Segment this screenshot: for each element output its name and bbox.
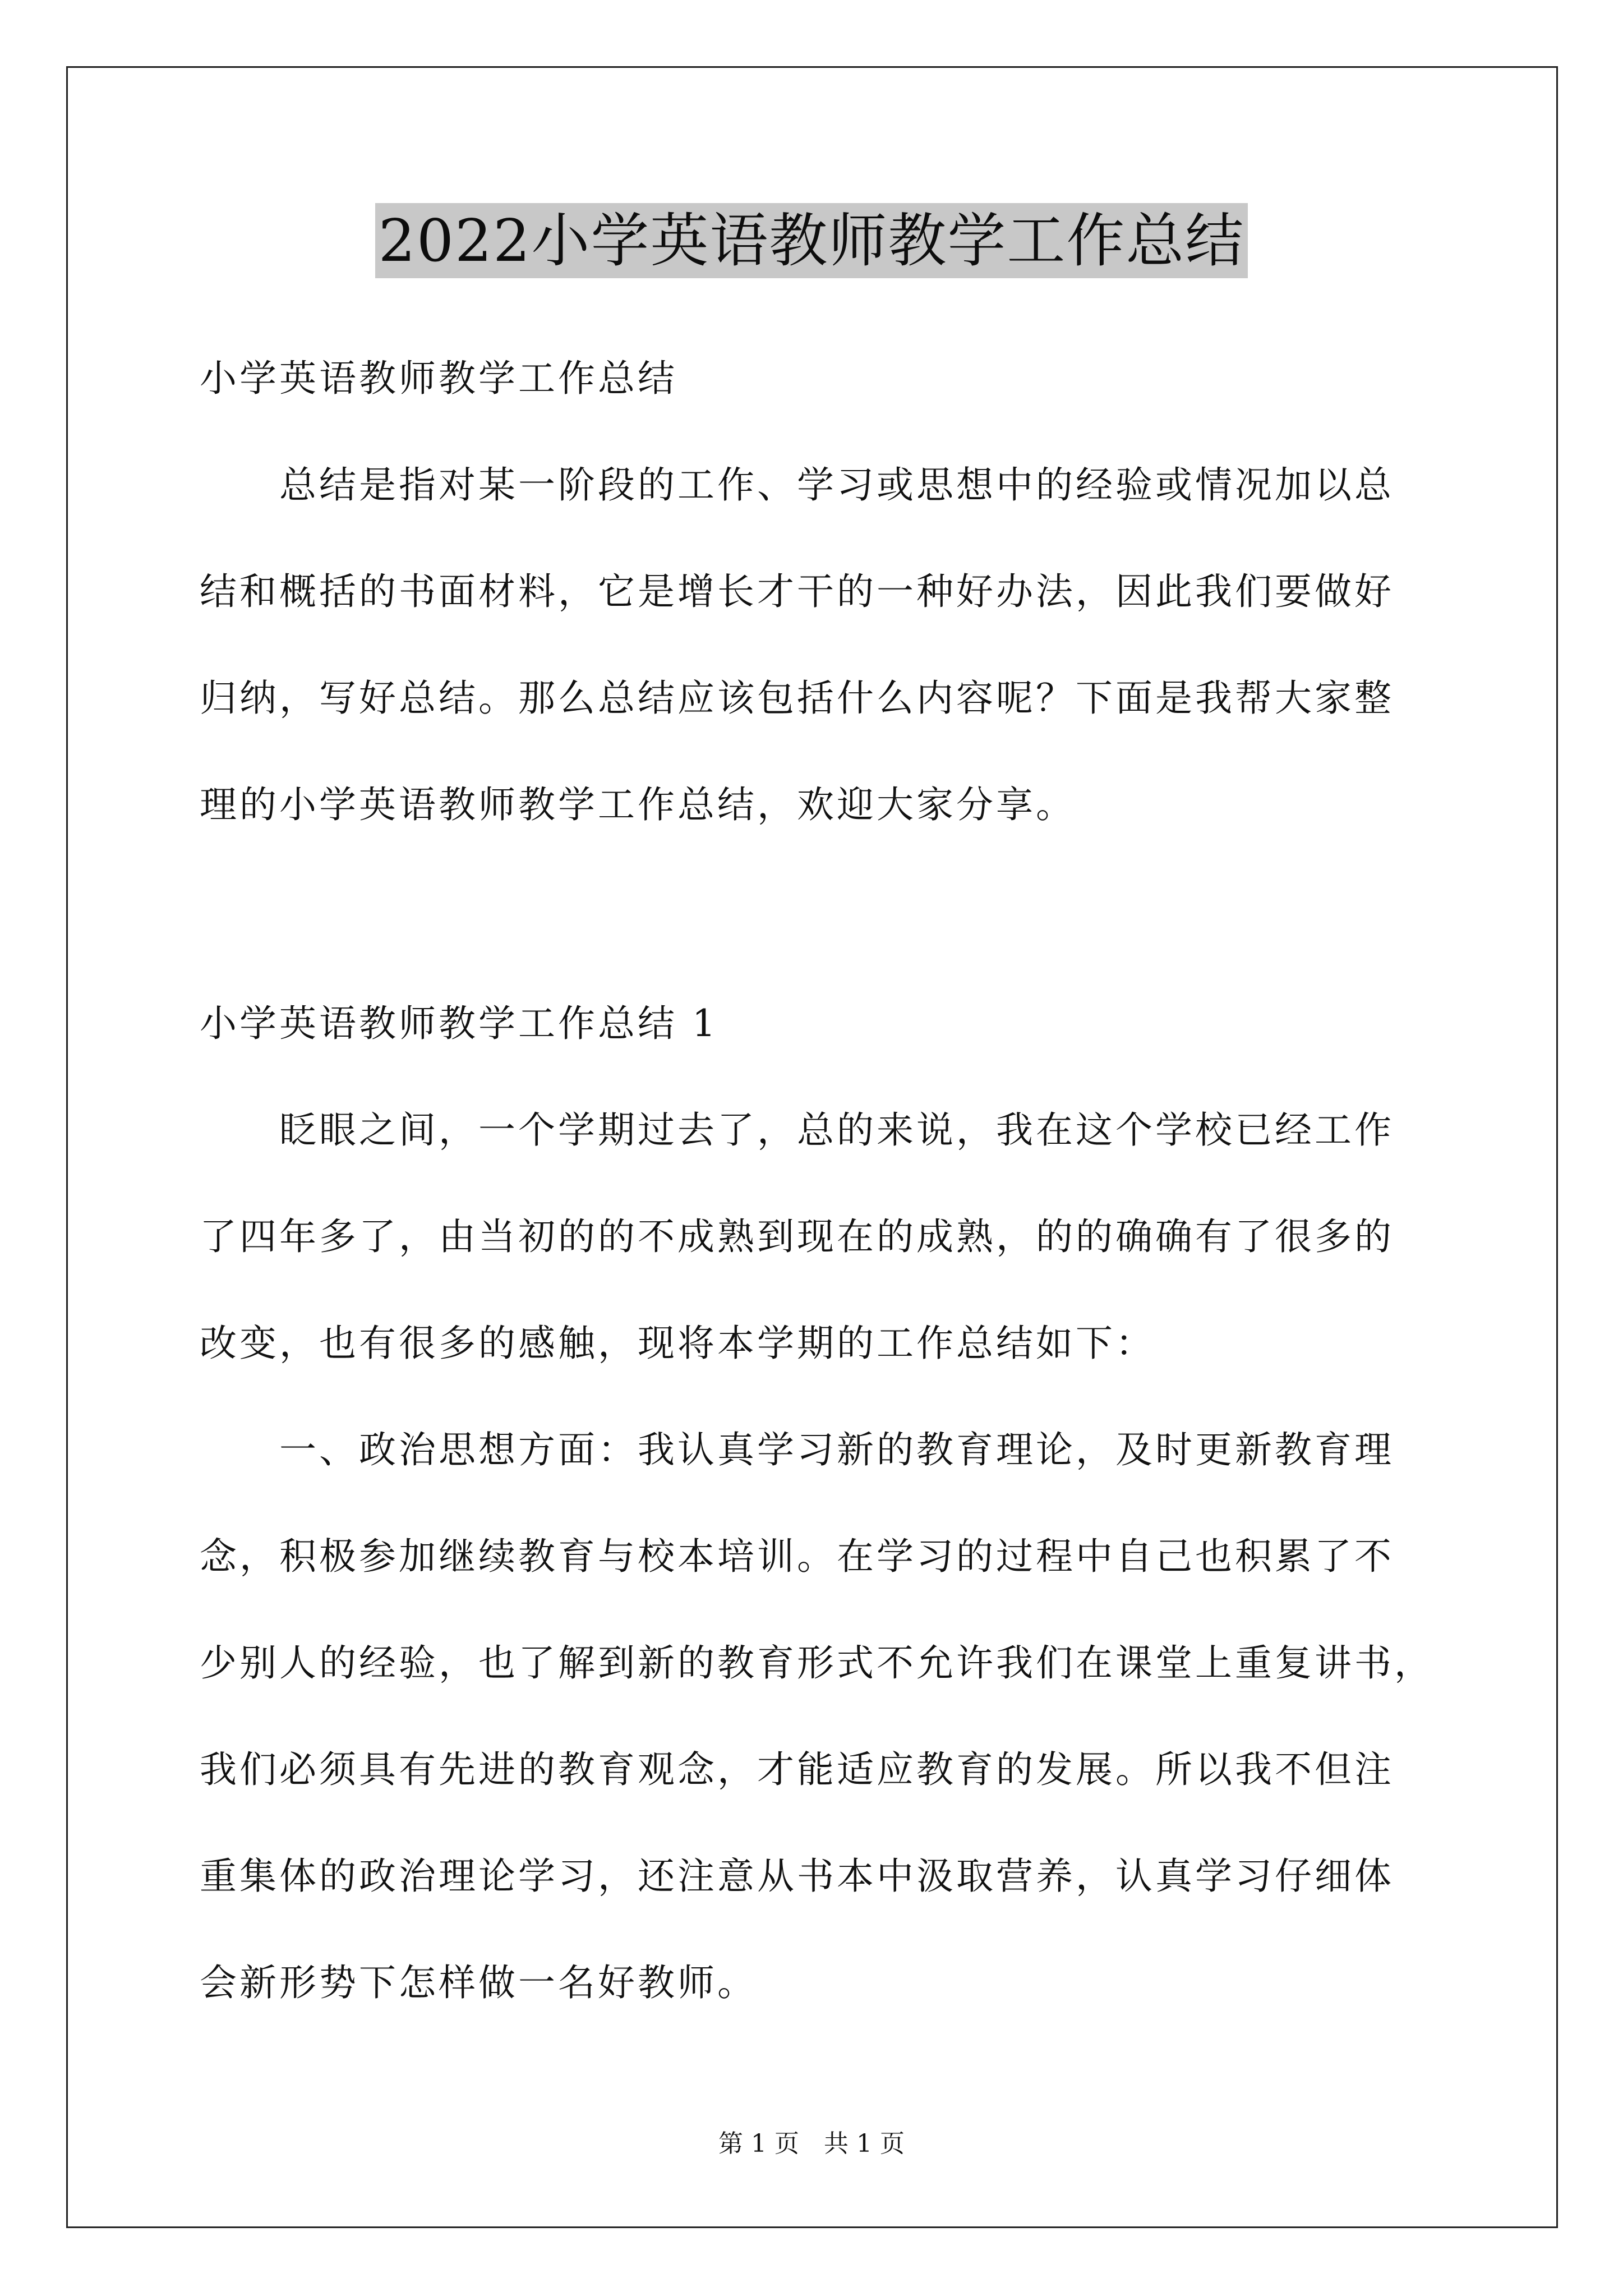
paragraph-line: 改变，也有很多的感触，现将本学期的工作总结如下： [200,1322,1155,1365]
paragraph-line: 念，积极参加继续教育与校本培训。在学习的过程中自己也积累了不 [200,1535,1394,1578]
page-footer: 第 1 页 共 1 页 [718,2129,905,2158]
paragraph-line: 总结是指对某一阶段的工作、学习或思想中的经验或情况加以总 [200,463,1394,507]
paragraph-line: 我们必须具有先进的教育观念，才能适应教育的发展。所以我不但注 [200,1748,1394,1791]
paragraph-line: 结和概括的书面材料，它是增长才干的一种好办法，因此我们要做好 [200,570,1394,613]
document-title: 2022小学英语教师教学工作总结 [375,203,1248,278]
paragraph-line: 少别人的经验，也了解到新的教育形式不允许我们在课堂上重复讲书， [200,1641,1434,1685]
paragraph-line: 理的小学英语教师教学工作总结，欢迎大家分享。 [200,783,1076,826]
paragraph-line: 会新形势下怎样做一名好教师。 [200,1961,757,2004]
paragraph-line: 归纳，写好总结。那么总结应该包括什么内容呢？下面是我帮大家整 [200,677,1394,720]
paragraph-line: 了四年多了，由当初的的不成熟到现在的成熟，的的确确有了很多的 [200,1215,1394,1258]
paragraph-line: 重集体的政治理论学习，还注意从书本中汲取营养，认真学习仔细体 [200,1855,1394,1898]
title-wrap [0,203,1623,278]
paragraph-line: 眨眼之间，一个学期过去了，总的来说，我在这个学校已经工作 [200,1108,1394,1152]
paragraph-line: 一、政治思想方面：我认真学习新的教育理论，及时更新教育理 [200,1428,1394,1471]
document-subtitle: 小学英语教师教学工作总结 [200,357,677,400]
section-heading: 小学英语教师教学工作总结 1 [200,1002,718,1045]
